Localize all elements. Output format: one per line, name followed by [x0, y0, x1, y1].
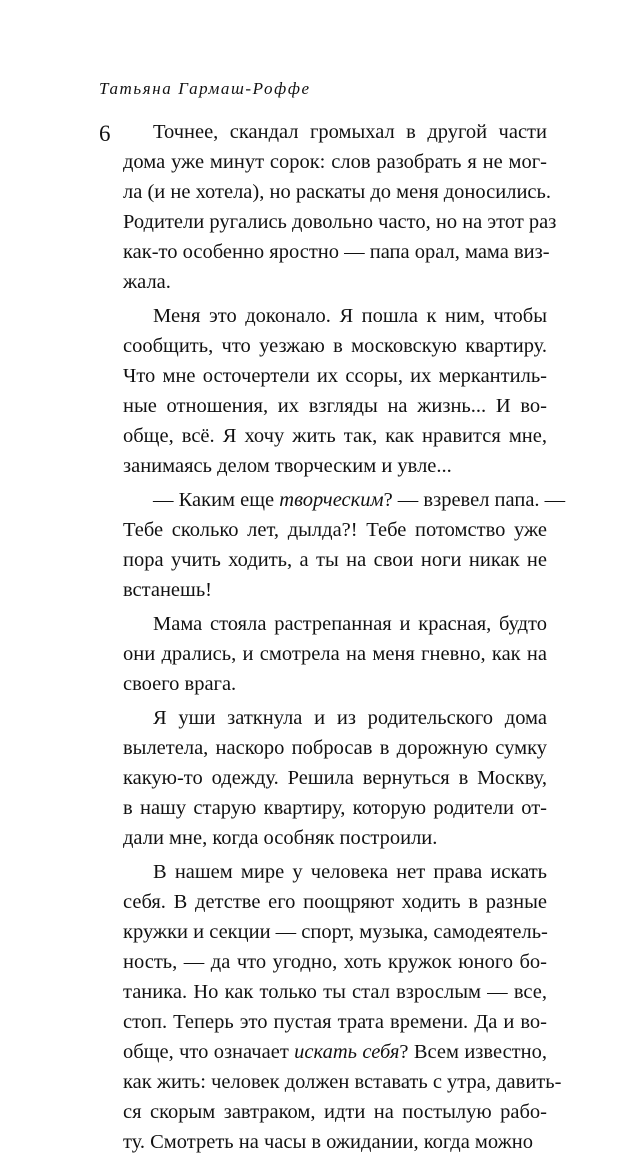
text-line — [123, 331, 547, 361]
page-number: 6 — [99, 121, 111, 146]
text-run: ся скорым завтраком, идти на постылую рабо- — [123, 1101, 547, 1123]
text-line — [123, 1007, 547, 1037]
text-run: Что мне осточертели их ссоры, их меркантиль- — [123, 365, 547, 387]
italic-phrase: творческим — [279, 489, 384, 511]
text-run: ту. Смотреть на часы в ожидании, когда можно — [123, 1131, 534, 1153]
text-line — [123, 1127, 547, 1157]
text-run: как жить: человек должен вставать с утра, давить- — [123, 1071, 562, 1093]
text-run: кружки и секции — спорт, музыка, самодеятель- — [123, 921, 548, 943]
text-line — [123, 977, 547, 1007]
text-line — [123, 639, 547, 669]
paragraph — [123, 117, 557, 297]
text-run: дали мне, когда особняк построили. — [123, 827, 438, 849]
text-run: стоп. Теперь это пустая трата времени. Да и во- — [123, 1011, 547, 1033]
running-header: Татьяна Гармаш-Роффе — [99, 79, 311, 98]
text-line — [123, 1037, 547, 1067]
text-line — [123, 575, 547, 605]
text-run: Точнее, скандал громыхал в другой части — [153, 121, 547, 143]
text-run: ные отношения, их взгляды на жизнь... И во- — [123, 395, 547, 417]
text-run: таника. Но как только ты стал взрослым — все, — [123, 981, 547, 1003]
text-line — [123, 1097, 547, 1127]
text-line — [123, 237, 550, 267]
text-run: какую-то одежду. Решила вернуться в Москву, — [123, 767, 547, 789]
text-run: сообщить, что уезжаю в московскую квартиру. — [123, 335, 547, 357]
italic-phrase: искать себя — [294, 1041, 400, 1063]
text-run: Меня это доконало. Я пошла к ним, чтобы — [153, 305, 547, 327]
text-line — [123, 763, 547, 793]
text-line — [123, 733, 547, 763]
text-line — [123, 391, 547, 421]
text-run: Родители ругались довольно часто, но на этот раз — [123, 211, 557, 233]
text-run: обще, что означает — [123, 1041, 295, 1063]
text-run: Я уши заткнула и из родительского дома — [153, 707, 547, 729]
text-line — [123, 177, 552, 207]
text-line — [123, 147, 547, 177]
text-line — [123, 823, 547, 853]
text-line — [123, 669, 547, 699]
text-run: встанешь! — [123, 579, 212, 601]
text-run: они дрались, и смотрела на меня гневно, как на — [123, 643, 547, 665]
text-run: вылетела, наскоро побросав в дорожную сумку — [123, 737, 547, 759]
text-line — [123, 609, 547, 639]
text-line — [123, 947, 547, 977]
paragraph — [123, 703, 547, 853]
text-line — [123, 267, 547, 297]
text-line — [123, 485, 566, 515]
text-line — [123, 421, 547, 451]
text-run: ? — взревел папа. — — [383, 489, 566, 511]
text-run: своего врага. — [123, 673, 237, 695]
paragraph — [123, 485, 566, 605]
text-line — [123, 545, 547, 575]
text-run: как-то особенно яростно — папа орал, мама виз- — [123, 241, 550, 263]
text-run: Мама стояла растрепанная и красная, будто — [153, 613, 547, 635]
text-line — [123, 857, 547, 887]
text-run: В нашем мире у человека нет права искать — [153, 861, 547, 883]
text-run: ность, — да что угодно, хоть кружок юного бо- — [123, 951, 547, 973]
text-run: пора учить ходить, а ты на свои ноги никак не — [123, 549, 547, 571]
text-run: себя. В детстве его поощряют ходить в разные — [123, 891, 547, 913]
text-run: в нашу старую квартиру, которую родители от- — [123, 797, 547, 819]
body-text — [123, 117, 566, 1157]
text-line — [123, 451, 547, 481]
text-run: обще, всё. Я хочу жить так, как нравится мне, — [123, 425, 547, 447]
text-run: жала. — [123, 271, 171, 293]
paragraph — [123, 857, 562, 1157]
text-line — [123, 917, 547, 947]
text-line — [123, 703, 547, 733]
text-run: ? Всем известно, — [399, 1041, 547, 1063]
text-run: — Каким еще — [153, 489, 280, 511]
text-run: занимаясь делом творческим и увле... — [123, 455, 452, 477]
text-line — [123, 361, 547, 391]
paragraph — [123, 301, 547, 481]
text-line — [123, 793, 547, 823]
text-line — [123, 301, 547, 331]
text-line — [123, 207, 557, 237]
text-line — [123, 117, 547, 147]
text-line — [123, 515, 547, 545]
text-run: Тебе сколько лет, дылда?! Тебе потомство уже — [123, 519, 547, 541]
text-line — [123, 1067, 562, 1097]
text-run: дома уже минут сорок: слов разобрать я не мог- — [123, 151, 547, 173]
text-run: ла (и не хотела), но раскаты до меня доносились. — [123, 181, 552, 203]
text-line — [123, 887, 547, 917]
paragraph — [123, 609, 547, 699]
